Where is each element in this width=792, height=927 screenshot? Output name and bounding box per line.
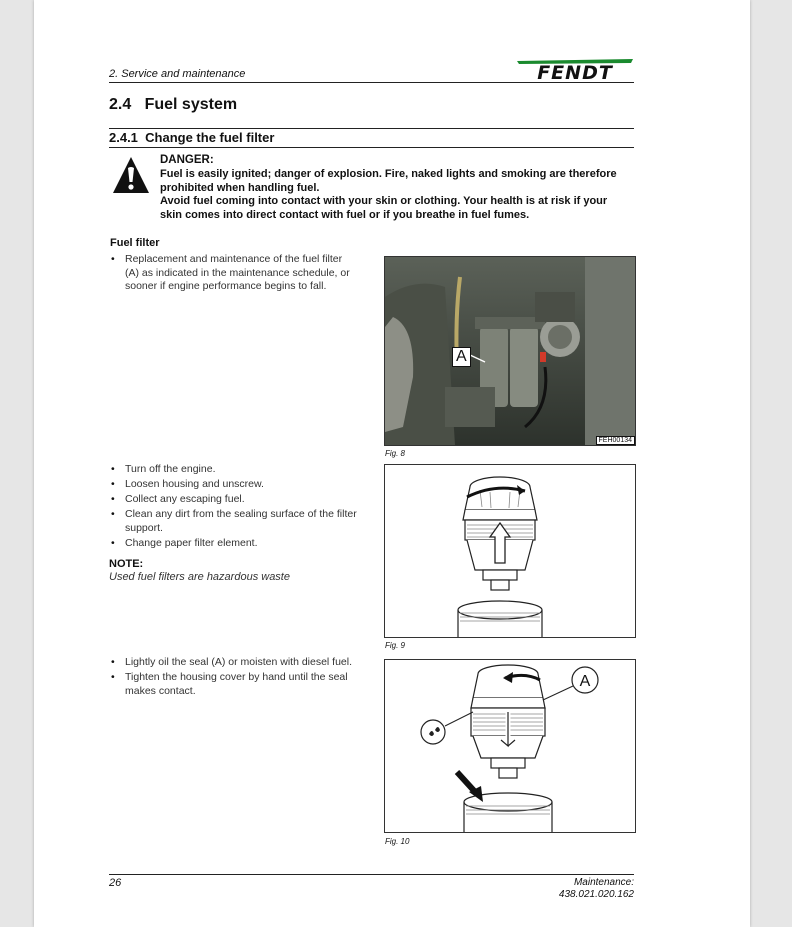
list-item: • Clean any dirt from the sealing surface of the filter support. xyxy=(109,508,359,535)
header-rule xyxy=(109,82,634,83)
danger-line: Fuel is easily ignited; danger of explosion. Fire, naked lights and smoking are therefore prohibited when handling fuel. xyxy=(160,168,617,194)
figure-8-code: FEH00134 xyxy=(596,436,635,445)
fuel-filter-list xyxy=(109,253,359,295)
note-title: NOTE: xyxy=(109,558,144,570)
page-number: 26 xyxy=(109,877,122,889)
figure-10-caption: Fig. 10 xyxy=(385,837,410,846)
install-steps-list xyxy=(109,656,359,700)
list-item: • Tighten the housing cover by hand until the seal makes contact. xyxy=(109,671,359,698)
subsection-rule-top xyxy=(109,128,634,129)
section-title: 2.4 Fuel system xyxy=(109,96,238,113)
fuel-filter-heading: Fuel filter xyxy=(110,237,160,249)
figure-8-caption: Fig. 8 xyxy=(385,449,406,458)
warning-triangle-icon xyxy=(111,155,151,200)
removal-steps-list xyxy=(109,463,359,552)
running-header: 2. Service and maintenance xyxy=(109,68,246,80)
figure-8-label: A xyxy=(452,347,471,367)
danger-text xyxy=(160,168,630,222)
list-item: • Collect any escaping fuel. xyxy=(109,493,359,507)
subsection-title: 2.4.1 Change the fuel filter xyxy=(109,130,275,145)
footer-doc-number: 438.021.020.162 xyxy=(558,889,634,900)
fendt-logo xyxy=(515,57,635,88)
note-text: Used fuel filters are hazardous waste xyxy=(109,571,290,583)
danger-title: DANGER: xyxy=(160,154,214,166)
footer-doc-title: Maintenance: xyxy=(573,877,634,888)
figure-8-photo xyxy=(384,256,636,446)
list-item: • Loosen housing and unscrew. xyxy=(109,478,359,492)
figure-9-caption: Fig. 9 xyxy=(385,641,406,650)
danger-line: Avoid fuel coming into contact with your skin or clothing. Your health is at risk if your skin comes into direct contact with fuel or if you breathe in fuel fumes. xyxy=(160,195,608,221)
list-item: • Lightly oil the seal (A) or moisten with diesel fuel. xyxy=(109,656,359,670)
footer-rule xyxy=(109,874,634,875)
list-item: • Change paper filter element. xyxy=(109,537,359,551)
subsection-rule-bottom xyxy=(109,147,634,148)
footer-doc-ref xyxy=(484,877,634,901)
manual-page xyxy=(34,0,750,927)
figure-10-drawing xyxy=(384,659,636,833)
figure-9-drawing xyxy=(384,464,636,638)
list-item: • Replacement and maintenance of the fuel filter (A) as indicated in the maintenance schedule, or sooner if engine performance begins to fall. xyxy=(109,253,359,294)
figure-10-label: A xyxy=(579,673,591,690)
logo-text: FENDT xyxy=(537,62,613,83)
list-item: • Turn off the engine. xyxy=(109,463,359,477)
